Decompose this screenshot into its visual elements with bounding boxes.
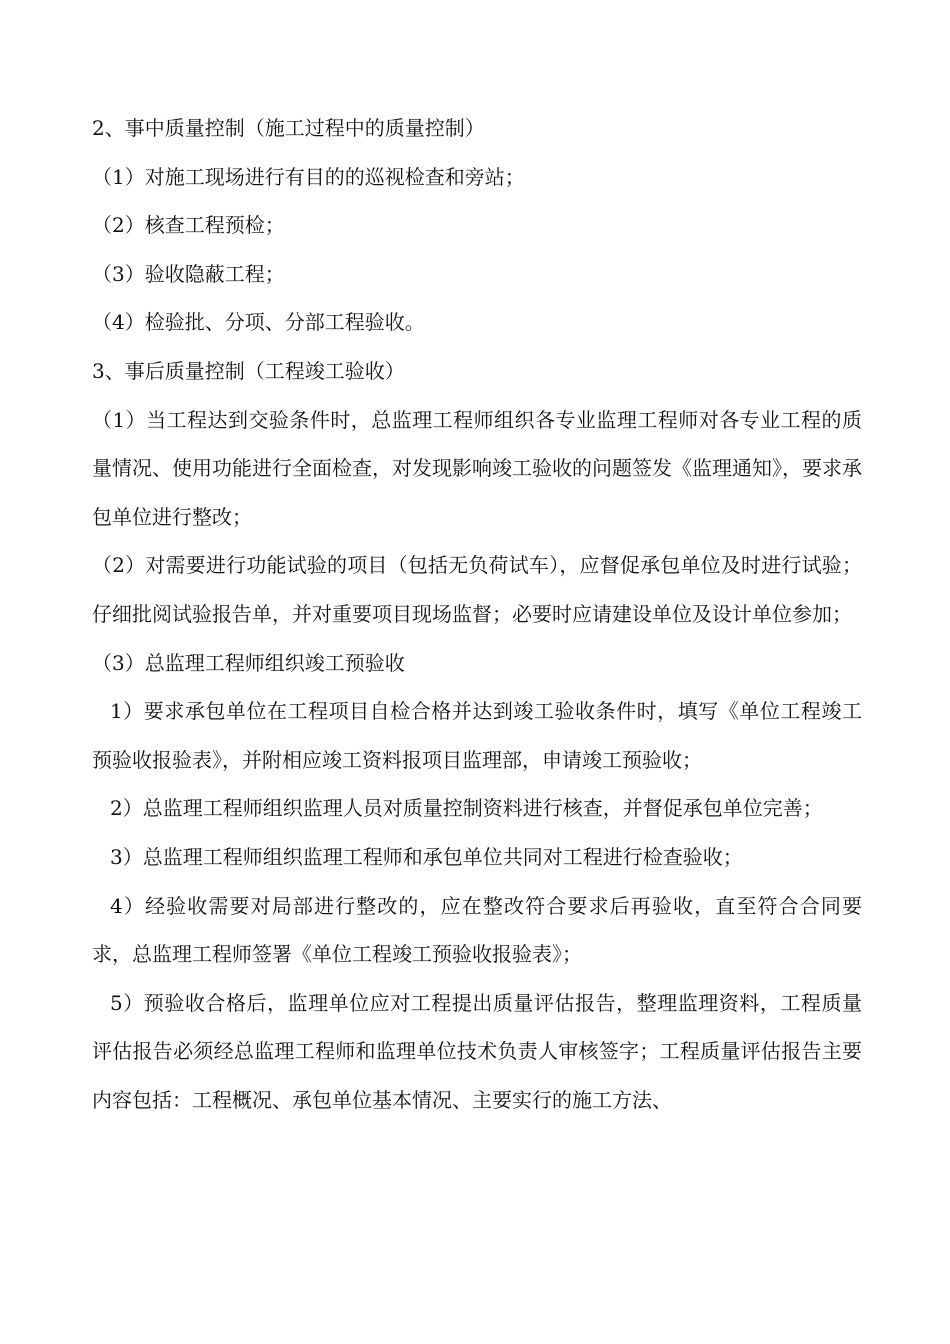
paragraph: （2）对需要进行功能试验的项目（包括无负荷试车），应督促承包单位及时进行试验；仔细批阅试验报告单，并对重要项目现场监督；必要时应请建设单位及设计单位参加； <box>92 553 862 626</box>
paragraph: （1）当工程达到交验条件时，总监理工程师组织各专业监理工程师对各专业工程的质量情况、使用功能进行全面检查，对发现影响竣工验收的问题签发《监理通知》，要求承包单位进行整改； <box>92 407 862 529</box>
list-item: （4）检验批、分项、分部工程验收。 <box>92 310 425 335</box>
sub-list-item: 3）总监理工程师组织监理工程师和承包单位共同对工程进行检查验收； <box>110 844 743 869</box>
sub-list-item: 1）要求承包单位在工程项目自检合格并达到竣工验收条件时，填写《单位工程竣工预验收报验表》，并附相应竣工资料报项目监理部，申请竣工预验收； <box>92 699 862 772</box>
sub-list-item: 5）预验收合格后，监理单位应对工程提出质量评估报告，整理监理资料，工程质量评估报告必须经总监理工程师和监理单位技术负责人审核签字；工程质量评估报告主要内容包括：工程概况、承包单位基本情况、主要实行的施工方法、 <box>92 990 862 1112</box>
section-heading-3: 3、事后质量控制（工程竣工验收） <box>92 358 405 383</box>
list-item: （3）验收隐蔽工程； <box>92 261 285 286</box>
document-body <box>92 104 862 1124</box>
list-item: （1）对施工现场进行有目的的巡视检查和旁站； <box>92 164 525 189</box>
subsection-heading: （3）总监理工程师组织竣工预验收 <box>92 650 405 675</box>
list-item: （2）核查工程预检； <box>92 213 285 238</box>
sub-list-item: 2）总监理工程师组织监理人员对质量控制资料进行核查，并督促承包单位完善； <box>110 796 823 821</box>
sub-list-item: 4）经验收需要对局部进行整改的，应在整改符合要求后再验收，直至符合合同要求，总监理工程师签署《单位工程竣工预验收报验表》； <box>92 893 862 967</box>
section-heading-2: 2、事中质量控制（施工过程中的质量控制） <box>92 116 485 140</box>
